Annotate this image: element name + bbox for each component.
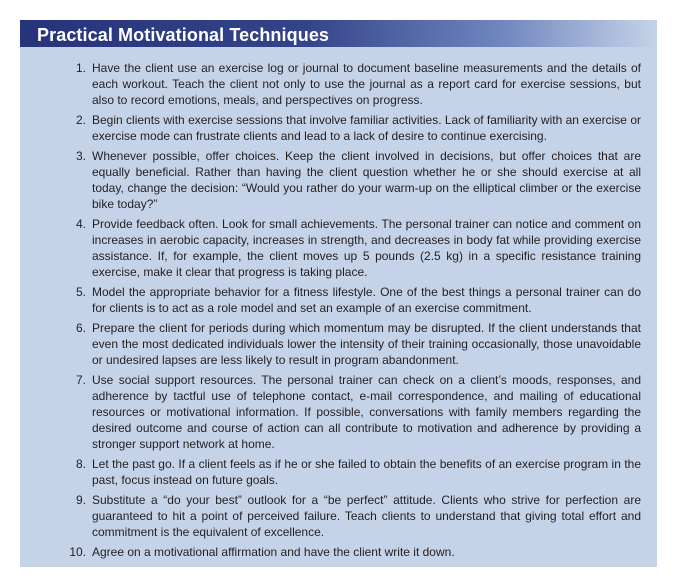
list-item xyxy=(20,148,657,212)
item-number: 2. xyxy=(75,113,86,127)
list-item xyxy=(20,112,657,144)
item-number: 6. xyxy=(75,321,86,335)
item-text: Prepare the client for periods during which momentum may be disrupted. If the client understands that even the most dedicated individuals lower the intensity of their training occasionally, those unavoidable or undesired lapses are less likely to result in program abandonment. xyxy=(92,321,641,367)
item-number: 5. xyxy=(75,285,86,299)
item-text: Model the appropriate behavior for a fitness lifestyle. One of the best things a personal trainer can do for clients is to act as a role model and set an example of an exercise commitment. xyxy=(92,285,641,315)
technique-list xyxy=(20,60,657,564)
list-item xyxy=(20,216,657,280)
item-text: Agree on a motivational affirmation and have the client write it down. xyxy=(92,545,455,559)
item-text: Have the client use an exercise log or journal to document baseline measurements and the details of each workout. Teach the client not only to use the journal as a report card for exercise sessions, but also to record emotions, meals, and perspectives on progress. xyxy=(92,61,641,107)
list-item xyxy=(20,492,657,540)
list-item xyxy=(20,456,657,488)
item-number: 8. xyxy=(75,457,86,471)
item-number: 9. xyxy=(75,493,86,507)
item-text: Substitute a “do your best” outlook for a “be perfect” attitude. Clients who strive for perfection are guaranteed to hit a point of perceived failure. Teach clients to understand that giving total effort and commitment is the equivalent of excellence. xyxy=(92,493,641,539)
item-number: 10. xyxy=(69,545,86,559)
item-text: Use social support resources. The personal trainer can check on a client’s moods, responses, and adherence by tactful use of telephone contact, e-mail correspondence, and mailing of educational resources or motivational information. If possible, conversations with family members regarding the desired outcome and course of action can all contribute to motivation and adherence by providing a stronger support network at home. xyxy=(92,373,641,451)
item-number: 1. xyxy=(75,61,86,75)
title-bar xyxy=(20,20,657,47)
item-text: Begin clients with exercise sessions that involve familiar activities. Lack of familiarity with an exercise or exercise mode can frustrate clients and lead to a lack of desire to continue exercising. xyxy=(92,113,641,143)
item-number: 7. xyxy=(75,373,86,387)
list-item xyxy=(20,544,657,560)
item-text: Let the past go. If a client feels as if he or she failed to obtain the benefits of an exercise program in the past, focus instead on future goals. xyxy=(92,457,641,487)
list-item xyxy=(20,60,657,108)
item-text: Whenever possible, offer choices. Keep the client involved in decisions, but offer choices that are equally beneficial. Rather than having the client question whether he or she should exercise at all today, change the decision: “Would you rather do your warm-up on the elliptical climber or the exercise bike today?” xyxy=(92,149,641,211)
sidebar-box xyxy=(20,20,657,567)
item-number: 3. xyxy=(75,149,86,163)
item-number: 4. xyxy=(75,217,86,231)
list-item xyxy=(20,372,657,452)
list-item xyxy=(20,320,657,368)
item-text: Provide feedback often. Look for small achievements. The personal trainer can notice and comment on increases in aerobic capacity, increases in strength, and decreases in body fat while providing exercise assistance. If, for example, the client moves up 5 pounds (2.5 kg) in a specific resistance training exercise, make it clear that progress is taking place. xyxy=(92,217,641,279)
list-item xyxy=(20,284,657,316)
box-title: Practical Motivational Techniques xyxy=(37,25,330,45)
